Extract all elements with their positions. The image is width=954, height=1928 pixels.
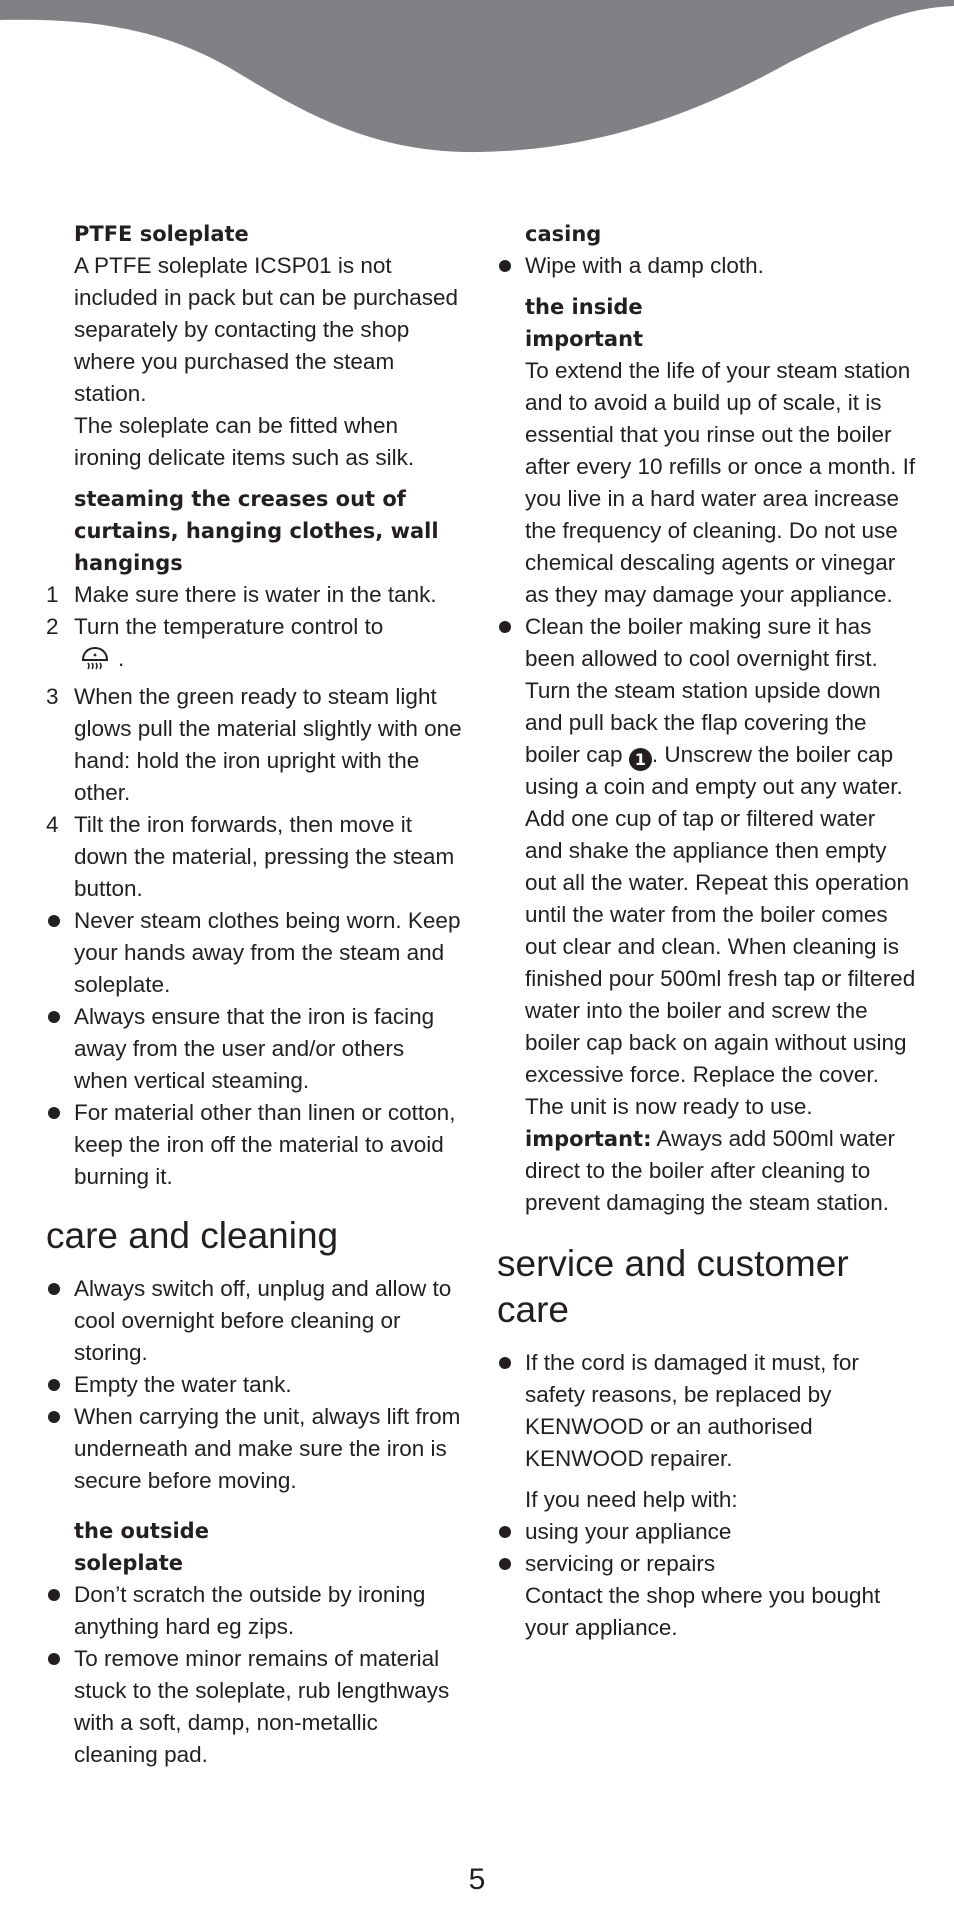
list-item xyxy=(46,905,462,1001)
list-item-text: Always switch off, unplug and allow to cool overnight before cleaning or storing. xyxy=(74,1276,452,1365)
bullet-icon xyxy=(499,621,511,633)
bullet-icon xyxy=(48,1589,60,1601)
figure-ref-1-icon: 1 xyxy=(629,748,652,771)
important-text: To extend the life of your steam station and to avoid a build up of scale, it is essential that you rinse out the boiler after every 10 refills or once a month. If you live in a hard water area increase the frequency of cleaning. Do not use chemical descaling agents or vinegar as they may damage your appliance. xyxy=(525,358,916,607)
list-item-text: Wipe with a damp cloth. xyxy=(525,253,764,278)
step-3 xyxy=(46,681,462,809)
ptfe-heading: PTFE soleplate xyxy=(74,222,249,246)
steaming-heading: steaming the creases out of curtains, hanging clothes, wall hangings xyxy=(74,487,439,575)
list-item xyxy=(497,1516,917,1548)
clean-text-after: . Unscrew the boiler cap using a coin and empty out any water. Add one cup of tap or filtered water and shake the appliance then empty out all the water. Repeat this operation until the water from the boiler comes out clear and clean. When cleaning is finished pour 500ml fresh tap or filtered water into the boiler and screw the boiler cap back on again without using excessive force. Replace the cover. The unit is now ready to use. xyxy=(525,742,916,1119)
bullet-icon xyxy=(499,1558,511,1570)
step-number: 2 xyxy=(46,614,59,639)
list-item-text: For material other than linen or cotton, keep the iron off the material to avoid burning it. xyxy=(74,1100,456,1189)
list-item-text: Empty the water tank. xyxy=(74,1372,292,1397)
step-number: 1 xyxy=(46,582,59,607)
step-number: 3 xyxy=(46,684,59,709)
list-item-text: If the cord is damaged it must, for safety reasons, be replaced by KENWOOD or an authorised KENWOOD repairer. xyxy=(525,1350,859,1471)
list-item-text: Never steam clothes being worn. Keep your hands away from the steam and soleplate. xyxy=(74,908,461,997)
service-section-title: service and customer care xyxy=(497,1243,849,1330)
bullet-icon xyxy=(499,260,511,272)
outside-heading: the outside xyxy=(74,1519,209,1543)
list-item xyxy=(497,1347,917,1475)
bullet-icon xyxy=(48,1107,60,1119)
list-item xyxy=(46,1579,462,1643)
list-item xyxy=(497,250,917,282)
ptfe-text-1: A PTFE soleplate ICSP01 is not included in pack but can be purchased separately by contacting the shop where you purchased the steam station. xyxy=(74,253,459,406)
casing-heading: casing xyxy=(525,222,602,246)
step-1 xyxy=(46,579,462,611)
list-item xyxy=(497,611,917,1219)
header-wave-decoration xyxy=(0,0,954,160)
inside-heading: the inside xyxy=(525,295,643,319)
soleplate-heading: soleplate xyxy=(74,1551,184,1575)
step-2 xyxy=(46,611,462,681)
care-section-title: care and cleaning xyxy=(46,1215,339,1256)
list-item-text: using your appliance xyxy=(525,1519,732,1544)
list-item-text: Always ensure that the iron is facing away from the user and/or others when vertical steaming. xyxy=(74,1004,435,1093)
left-column xyxy=(46,218,462,1771)
bullet-icon xyxy=(48,1653,60,1665)
contact-text: Contact the shop where you bought your appliance. xyxy=(525,1583,881,1640)
ptfe-text-2: The soleplate can be fitted when ironing delicate items such as silk. xyxy=(74,413,415,470)
list-item xyxy=(46,1273,462,1369)
step-4 xyxy=(46,809,462,905)
clean-text-before: Clean the boiler making sure it has been allowed to cool overnight first. Turn the steam station upside down and pull back the flap covering the boiler cap xyxy=(525,614,881,767)
bullet-icon xyxy=(499,1357,511,1369)
header-wave-shape xyxy=(0,0,954,152)
bullet-icon xyxy=(48,1379,60,1391)
step-number: 4 xyxy=(46,812,59,837)
bullet-icon xyxy=(48,1283,60,1295)
important-heading: important xyxy=(525,327,644,351)
bullet-icon xyxy=(48,1411,60,1423)
list-item xyxy=(46,1643,462,1771)
list-item-text: When carrying the unit, always lift from underneath and make sure the iron is secure before moving. xyxy=(74,1404,461,1493)
step-text: Tilt the iron forwards, then move it down the material, pressing the steam button. xyxy=(74,812,455,901)
steam-setting-icon xyxy=(80,646,110,681)
page-number: 5 xyxy=(468,1863,486,1896)
list-item-text: Don’t scratch the outside by ironing anything hard eg zips. xyxy=(74,1582,426,1639)
step-text: Turn the temperature control to xyxy=(74,614,384,639)
list-item xyxy=(46,1369,462,1401)
bullet-icon xyxy=(499,1526,511,1538)
list-item xyxy=(46,1401,462,1497)
right-column xyxy=(497,218,917,1644)
step-text: Make sure there is water in the tank. xyxy=(74,582,437,607)
help-intro: If you need help with: xyxy=(525,1487,738,1512)
bullet-icon xyxy=(48,1011,60,1023)
list-item-text: servicing or repairs xyxy=(525,1551,716,1576)
step-2-suffix: . xyxy=(118,646,125,671)
list-item xyxy=(497,1548,917,1580)
important-label: important: xyxy=(525,1127,652,1151)
step-text: When the green ready to steam light glows pull the material slightly with one hand: hold the iron upright with the other. xyxy=(74,684,462,805)
bullet-icon xyxy=(48,915,60,927)
list-item xyxy=(46,1097,462,1193)
list-item xyxy=(46,1001,462,1097)
important-note-text: Aways add 500ml water direct to the boiler after cleaning to prevent damaging the steam station. xyxy=(525,1126,895,1215)
list-item-text: To remove minor remains of material stuck to the soleplate, rub lengthways with a soft, damp, non-metallic cleaning pad. xyxy=(74,1646,450,1767)
